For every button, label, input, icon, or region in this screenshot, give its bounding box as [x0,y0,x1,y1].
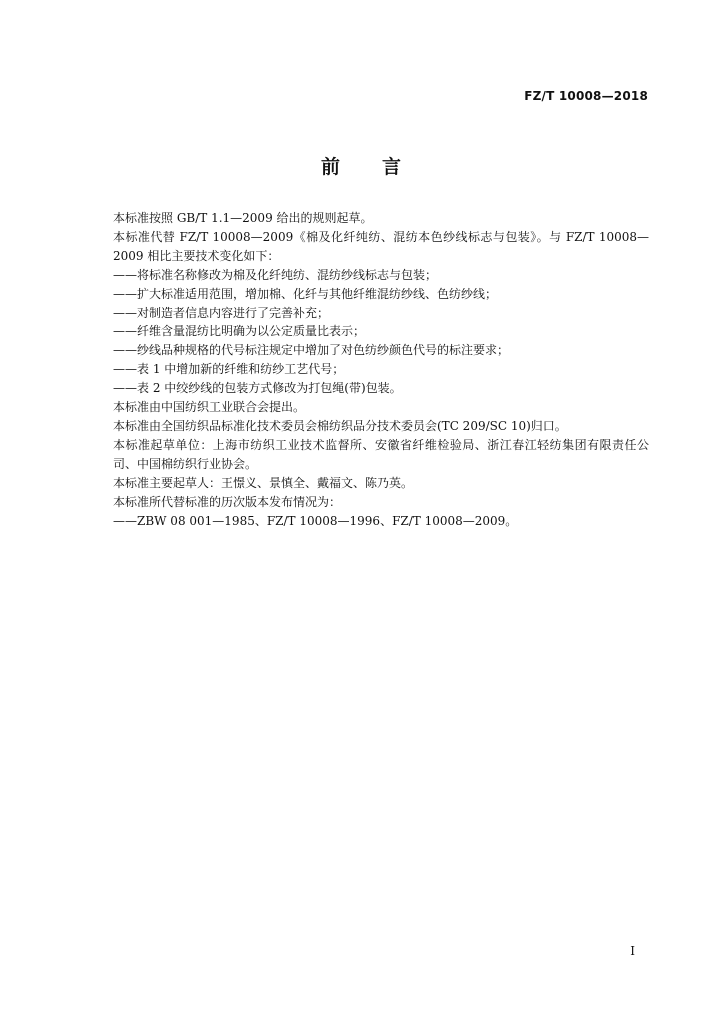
paragraph-drafting-units: 本标准起草单位：上海市纺织工业技术监督所、安徽省纤维检验局、浙江春江轻纺集团有限责任公司、中国棉纺织行业协会。 [113,437,649,471]
foreword-body [89,209,649,530]
paragraph-history-intro: 本标准所代替标准的历次版本发布情况为： [113,494,342,509]
change-item: ——表 2 中绞纱线的包装方式修改为打包绳(带)包装。 [113,381,402,396]
title-char-1: 前 [320,156,342,178]
page-title [0,152,724,179]
paragraph-history: ——ZBW 08 001—1985、FZ/T 10008—1996、FZ/T 10008—2009。 [113,513,518,528]
change-item: ——纤维含量混纺比明确为以公定质量比表示； [113,324,366,339]
title-char-2: 言 [382,156,404,178]
paragraph-drafting-rules: 本标准按照 GB/T 1.1—2009 给出的规则起草。 [113,211,373,225]
paragraph-replacement: 本标准代替 FZ/T 10008—2009《棉及化纤纯纺、混纺本色纱线标志与包装》。与 FZ/T 10008—2009 相比主要技术变化如下： [113,229,649,263]
change-item: ——扩大标准适用范围，增加棉、化纤与其他纤维混纺纱线、色纺纱线； [113,286,498,301]
page-number: I [630,944,635,958]
paragraph-jurisdiction: 本标准由全国纺织品标准化技术委员会棉纺织品分技术委员会(TC 209/SC 10)归口。 [113,418,567,433]
standard-code: FZ/T 10008—2018 [524,89,648,103]
change-item: ——对制造者信息内容进行了完善补充； [113,305,330,320]
paragraph-proposer: 本标准由中国纺织工业联合会提出。 [113,400,306,415]
change-item: ——纱线品种规格的代号标注规定中增加了对色纺纱颜色代号的标注要求； [113,343,510,358]
paragraph-drafters: 本标准主要起草人：王憬义、景慎全、戴福文、陈乃英。 [113,475,414,490]
change-item: ——表 1 中增加新的纤维和纺纱工艺代号； [113,362,345,377]
change-item: ——将标准名称修改为棉及化纤纯纺、混纺纱线标志与包装； [113,267,438,282]
